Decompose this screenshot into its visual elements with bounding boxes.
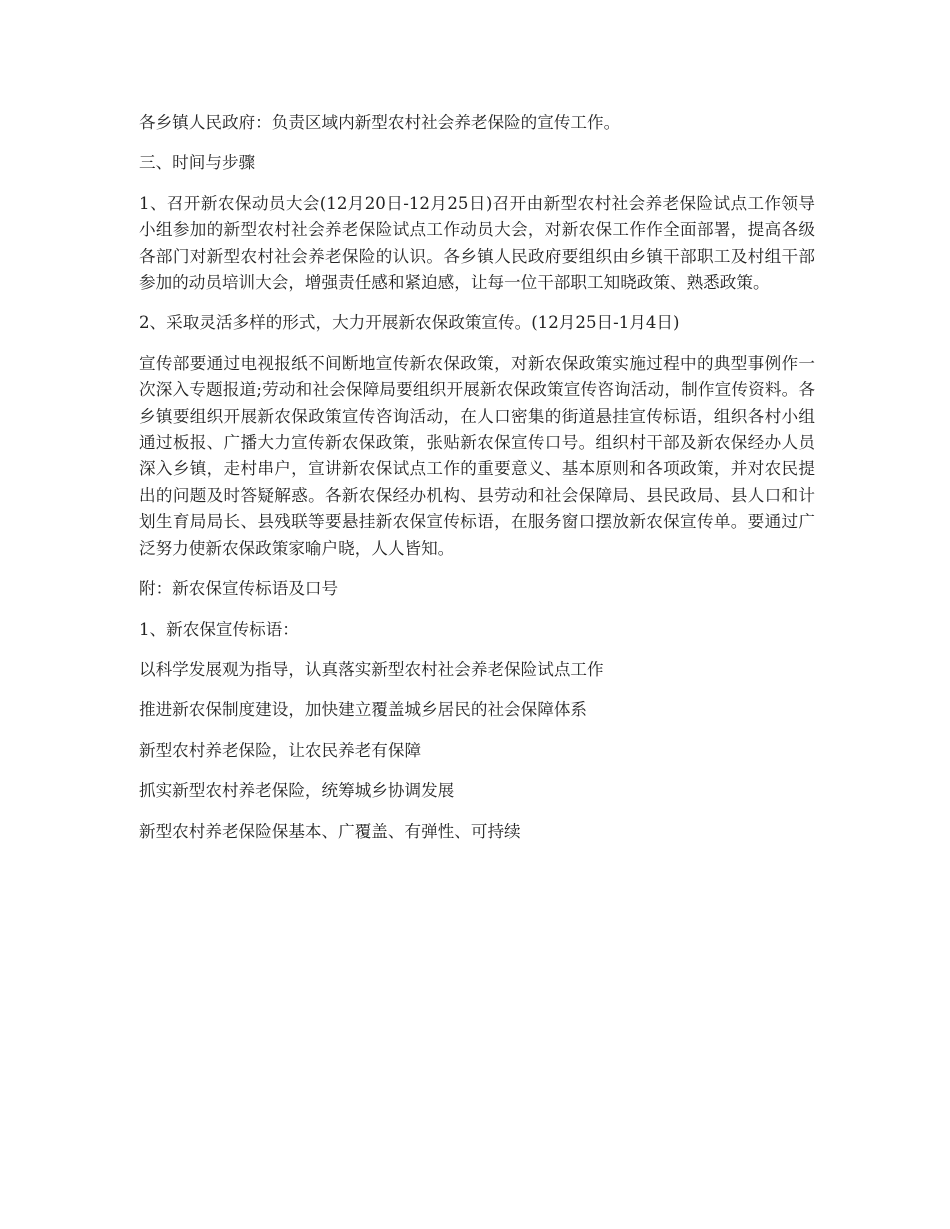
- slogan-item: 抓实新型农村养老保险，统筹城乡协调发展: [139, 781, 455, 801]
- paragraph-publicity-details: 宣传部要通过电视报纸不间断地宣传新农保政策，对新农保政策实施过程中的典型事例作一次深入专题报道;劳动和社会保障局要组织开展新农保政策宣传咨询活动，制作宣传资料。各乡镇要组织开展新农保政策宣传咨询活动，在人口密集的街道悬挂宣传标语，组织各村小组通过板报、广播大力宣传新农保政策，张贴新农保宣传口号。组织村干部及新农保经办人员深入乡镇，走村串户，宣讲新农保试点工作的重要意义、基本原则和各项政策，并对农民提出的问题及时答疑解惑。各新农保经办机构、县劳动和社会保障局、县民政局、县人口和计划生育局局长、县残联等要悬挂新农保宣传标语，在服务窗口摆放新农保宣传单。要通过广泛努力使新农保政策家喻户晓，人人皆知。: [139, 353, 815, 558]
- slogan-item: 新型农村养老保险保基本、广覆盖、有弹性、可持续: [139, 821, 521, 841]
- slogan-item: 推进新农保制度建设，加快建立覆盖城乡居民的社会保障体系: [139, 700, 588, 720]
- paragraph-step-2: 2、采取灵活多样的形式，大力开展新农保政策宣传。(12月25日-1月4日): [139, 313, 680, 333]
- slogans-heading: 1、新农保宣传标语：: [139, 619, 299, 639]
- document-page: [139, 110, 815, 859]
- paragraph-step-1: 1、召开新农保动员大会(12月20日-12月25日)召开由新型农村社会养老保险试点工作领导小组参加的新型农村社会养老保险试点工作动员大会，对新农保工作作全面部署，提高各级各部门对新型农村社会养老保险的认识。各乡镇人民政府要组织由乡镇干部职工及村组干部参加的动员培训大会，增强责任感和紧迫感，让每一位干部职工知晓政策、熟悉政策。: [139, 193, 815, 293]
- slogan-item: 以科学发展观为指导，认真落实新型农村社会养老保险试点工作: [139, 659, 604, 679]
- section-heading-time-steps: 三、时间与步骤: [139, 153, 256, 173]
- paragraph-responsibility: 各乡镇人民政府：负责区域内新型农村社会养老保险的宣传工作。: [139, 113, 621, 132]
- slogan-item: 新型农村养老保险，让农民养老有保障: [139, 740, 422, 760]
- appendix-heading: 附：新农保宣传标语及口号: [139, 579, 339, 599]
